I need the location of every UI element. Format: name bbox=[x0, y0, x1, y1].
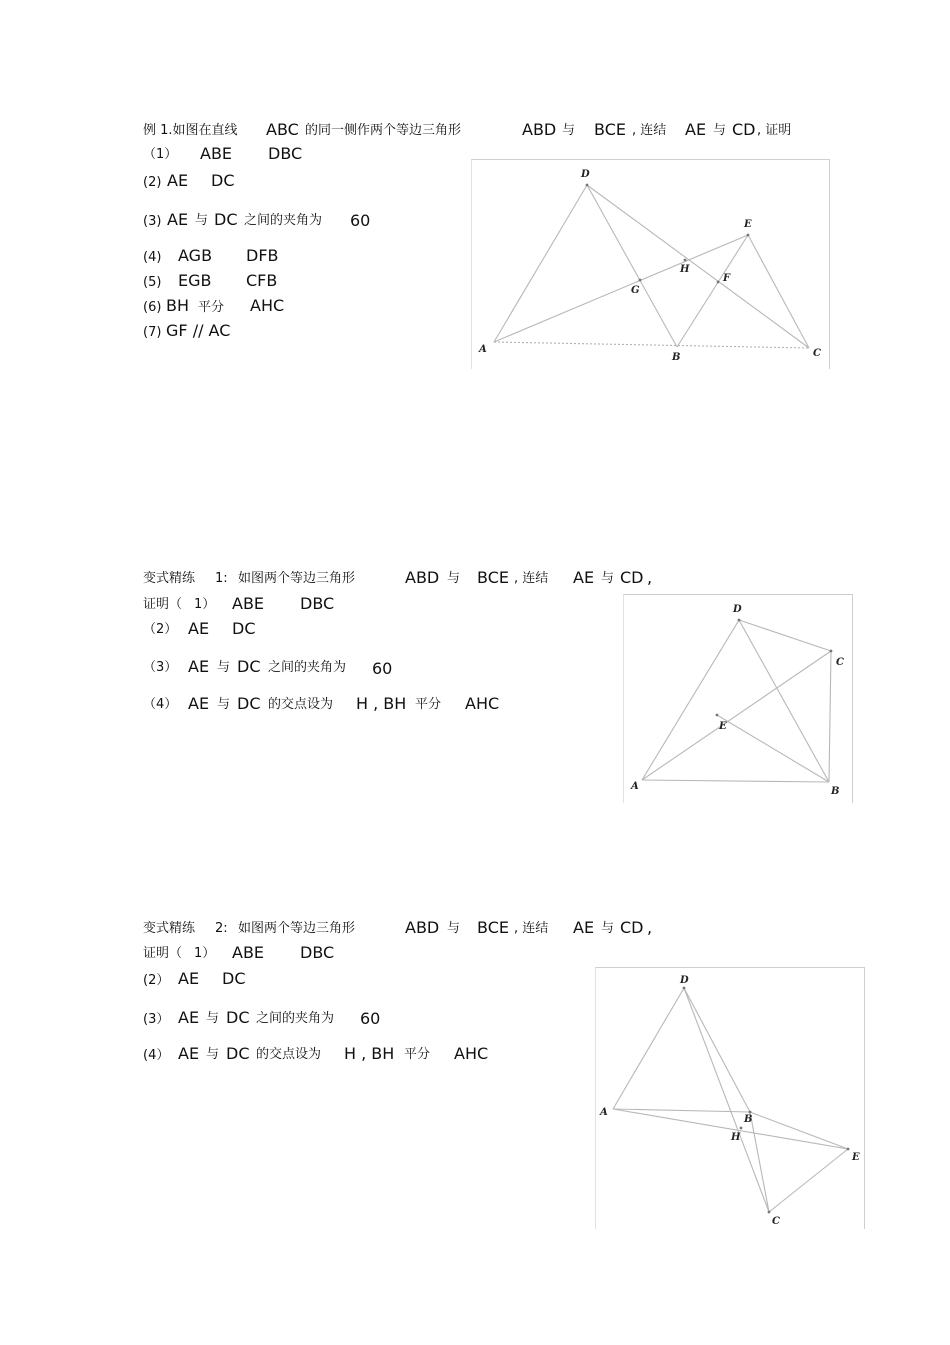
example1-item1-num: （1） bbox=[143, 147, 178, 162]
example1-tri2: BCE bbox=[594, 120, 626, 139]
variant2-item4-a: AE bbox=[178, 1044, 200, 1063]
segment-dc bbox=[684, 988, 769, 1212]
variant2-tri1: ABD bbox=[405, 918, 440, 937]
example1-item3-val: 60 bbox=[350, 211, 371, 230]
label-b: B bbox=[831, 786, 840, 797]
variant2-item3-a: AE bbox=[178, 1008, 200, 1027]
example1-item5-num: (5) bbox=[143, 275, 162, 290]
label-d: D bbox=[581, 169, 590, 180]
segment-ad bbox=[642, 620, 739, 780]
variant2-item4-h: H , BH bbox=[344, 1044, 395, 1063]
example1-item6-b: AHC bbox=[250, 296, 285, 315]
variant1-diagram bbox=[624, 595, 852, 803]
example1-item1-b: DBC bbox=[268, 144, 303, 163]
example1-item7-num: (7) bbox=[143, 325, 162, 340]
variant1-item4-h: H , BH bbox=[356, 694, 407, 713]
variant2-item3-val: 60 bbox=[360, 1009, 381, 1028]
label-e: E bbox=[744, 219, 752, 230]
variant1-yu2: 与 bbox=[601, 571, 615, 586]
point-e bbox=[747, 234, 750, 237]
label-c: C bbox=[772, 1216, 780, 1227]
variant2-yu1: 与 bbox=[447, 921, 461, 936]
variant1-item3-val: 60 bbox=[372, 659, 393, 678]
variant2-seg2: CD bbox=[620, 918, 644, 937]
variant1-item2-num: （2） bbox=[143, 622, 178, 637]
variant1-tri1: ABD bbox=[405, 568, 440, 587]
variant1-yu1: 与 bbox=[447, 571, 461, 586]
example1-tri1: ABD bbox=[522, 120, 557, 139]
variant2-item3-tail: 之间的夹角为 bbox=[256, 1011, 335, 1026]
segment-ab bbox=[642, 780, 829, 782]
example1-item4-a: AGB bbox=[178, 246, 213, 265]
point-c bbox=[768, 1211, 771, 1214]
variant1-item3-b: DC bbox=[237, 657, 261, 676]
point-h bbox=[740, 1127, 743, 1130]
variant1-item4-num: （4） bbox=[143, 697, 178, 712]
point-d bbox=[586, 184, 589, 187]
segment-ac bbox=[494, 342, 809, 348]
variant1-item1-num: 1） bbox=[194, 597, 216, 612]
variant2-item1-a: ABE bbox=[232, 943, 265, 962]
variant1-connect: , 连结 bbox=[514, 571, 549, 586]
example1-item3-tail: 之间的夹角为 bbox=[244, 213, 323, 228]
segment-dc bbox=[587, 185, 809, 348]
variant1-item4-c: AHC bbox=[465, 694, 500, 713]
example1-diagram bbox=[472, 160, 829, 369]
variant1-item4-a: AE bbox=[188, 694, 210, 713]
variant2-comma: , bbox=[647, 918, 653, 937]
variant2-yu2: 与 bbox=[601, 921, 615, 936]
segment-dc bbox=[739, 620, 831, 651]
segment-cb bbox=[829, 651, 831, 782]
variant2-item4-c: AHC bbox=[454, 1044, 489, 1063]
segment-ab bbox=[613, 1109, 750, 1112]
variant1-figure bbox=[623, 594, 853, 803]
example1-item4-num: (4) bbox=[143, 250, 162, 265]
label-h: H bbox=[680, 264, 690, 275]
label-h: H bbox=[731, 1132, 741, 1143]
variant2-intro: 如图两个等边三角形 bbox=[238, 921, 356, 936]
variant1-intro: 如图两个等边三角形 bbox=[238, 571, 356, 586]
variant1-comma: , bbox=[647, 568, 653, 587]
variant2-num: 2: bbox=[215, 921, 228, 936]
example1-yu1: 与 bbox=[562, 123, 576, 138]
variant2-item4-mid: 与 bbox=[206, 1047, 220, 1062]
segment-db bbox=[739, 620, 829, 782]
variant2-item3-mid: 与 bbox=[206, 1011, 220, 1026]
segment-bc bbox=[750, 1112, 769, 1212]
example1-mid: 的同一侧作两个等边三角形 bbox=[305, 123, 462, 138]
label-b: B bbox=[672, 352, 681, 363]
example1-seg1: AE bbox=[685, 120, 707, 139]
variant2-item2-b: DC bbox=[222, 969, 246, 988]
example1-item6-mid: 平分 bbox=[198, 300, 225, 315]
variant1-seg1: AE bbox=[573, 568, 595, 587]
variant1-item3-tail: 之间的夹角为 bbox=[268, 660, 347, 675]
example1-yu2: 与 bbox=[713, 123, 727, 138]
example1-item4-b: DFB bbox=[246, 246, 279, 265]
variant2-item1-b: DBC bbox=[300, 943, 335, 962]
segment-ad bbox=[494, 185, 587, 342]
variant1-item1-b: DBC bbox=[300, 594, 335, 613]
segment-db bbox=[684, 988, 750, 1112]
point-d bbox=[683, 987, 686, 990]
label-a: A bbox=[631, 781, 639, 792]
example1-item3-num: (3) bbox=[143, 214, 162, 229]
example1-connect: , 连结 bbox=[632, 123, 667, 138]
label-d: D bbox=[680, 975, 689, 986]
point-e bbox=[716, 714, 719, 717]
point-h bbox=[684, 259, 687, 262]
variant1-item4-tail: 的交点设为 bbox=[268, 697, 334, 712]
segment-db bbox=[587, 185, 677, 347]
variant2-tri2: BCE bbox=[477, 918, 509, 937]
variant1-item1-a: ABE bbox=[232, 594, 265, 613]
point-b bbox=[749, 1111, 752, 1114]
variant2-item2-a: AE bbox=[178, 969, 200, 988]
variant2-prefix: 变式精练 bbox=[143, 921, 196, 936]
point-e bbox=[847, 1148, 850, 1151]
example1-prove: , 证明 bbox=[757, 123, 792, 138]
variant2-item2-num: (2） bbox=[143, 973, 170, 988]
variant1-num: 1: bbox=[215, 571, 228, 586]
example1-item3-b: DC bbox=[214, 210, 238, 229]
example1-item2-num: (2) bbox=[143, 175, 162, 190]
example1-item2-b: DC bbox=[211, 171, 235, 190]
point-g bbox=[639, 279, 642, 282]
segment-ae bbox=[613, 1109, 848, 1149]
variant1-seg2: CD bbox=[620, 568, 644, 587]
variant1-tri2: BCE bbox=[477, 568, 509, 587]
variant1-prefix: 变式精练 bbox=[143, 571, 196, 586]
example1-item3-mid: 与 bbox=[195, 213, 209, 228]
variant2-prove: 证明（ bbox=[143, 946, 183, 961]
segment-eb bbox=[717, 715, 829, 782]
point-c bbox=[830, 650, 833, 653]
label-f: F bbox=[723, 273, 731, 284]
variant1-item2-b: DC bbox=[232, 619, 256, 638]
label-b: B bbox=[744, 1114, 753, 1125]
segment-ea bbox=[494, 235, 748, 342]
example1-item5-a: EGB bbox=[178, 271, 212, 290]
variant2-item3-b: DC bbox=[226, 1008, 250, 1027]
variant2-item3-num: (3） bbox=[143, 1012, 170, 1027]
segment-ec bbox=[769, 1149, 848, 1212]
label-c: C bbox=[836, 657, 844, 668]
variant2-diagram bbox=[596, 968, 864, 1229]
example1-item3-a: AE bbox=[167, 210, 189, 229]
variant1-item2-a: AE bbox=[188, 619, 210, 638]
example1-figure bbox=[471, 159, 830, 369]
example1-item6-num: (6) bbox=[143, 300, 162, 315]
variant2-item1-num: 1） bbox=[194, 946, 216, 961]
example1-item5-b: CFB bbox=[246, 271, 278, 290]
example1-seg2: CD bbox=[732, 120, 756, 139]
point-f bbox=[717, 281, 720, 284]
segment-ec bbox=[748, 235, 809, 348]
segment-ca bbox=[642, 651, 831, 780]
segment-da bbox=[613, 988, 684, 1109]
example1-item2-a: AE bbox=[167, 171, 189, 190]
label-c: C bbox=[813, 348, 821, 359]
variant2-figure bbox=[595, 967, 865, 1229]
example1-prefix: 例 1.如图在直线 bbox=[143, 123, 238, 138]
variant2-item4-tail2: 平分 bbox=[404, 1047, 431, 1062]
label-d: D bbox=[733, 604, 742, 615]
variant1-item3-mid: 与 bbox=[217, 660, 231, 675]
label-a: A bbox=[479, 344, 487, 355]
example1-line-name: ABC bbox=[266, 120, 299, 139]
label-e: E bbox=[719, 721, 727, 732]
label-g: G bbox=[631, 285, 640, 296]
segment-eb bbox=[677, 235, 748, 347]
variant1-item4-mid: 与 bbox=[217, 697, 231, 712]
variant2-connect: , 连结 bbox=[514, 921, 549, 936]
label-a: A bbox=[600, 1107, 608, 1118]
example1-item7-a: GF // AC bbox=[166, 321, 231, 340]
variant2-item4-b: DC bbox=[226, 1044, 250, 1063]
variant1-item4-tail2: 平分 bbox=[415, 697, 442, 712]
variant1-item3-num: （3） bbox=[143, 660, 178, 675]
variant2-item4-num: (4） bbox=[143, 1048, 170, 1063]
variant2-item4-tail: 的交点设为 bbox=[256, 1047, 322, 1062]
variant1-prove: 证明（ bbox=[143, 597, 183, 612]
example1-item6-a: BH bbox=[166, 296, 190, 315]
point-d bbox=[738, 619, 741, 622]
segment-be bbox=[750, 1112, 848, 1149]
variant1-item4-b: DC bbox=[237, 694, 261, 713]
example1-item1-a: ABE bbox=[200, 144, 233, 163]
variant1-item3-a: AE bbox=[188, 657, 210, 676]
label-e: E bbox=[852, 1152, 860, 1163]
variant2-seg1: AE bbox=[573, 918, 595, 937]
